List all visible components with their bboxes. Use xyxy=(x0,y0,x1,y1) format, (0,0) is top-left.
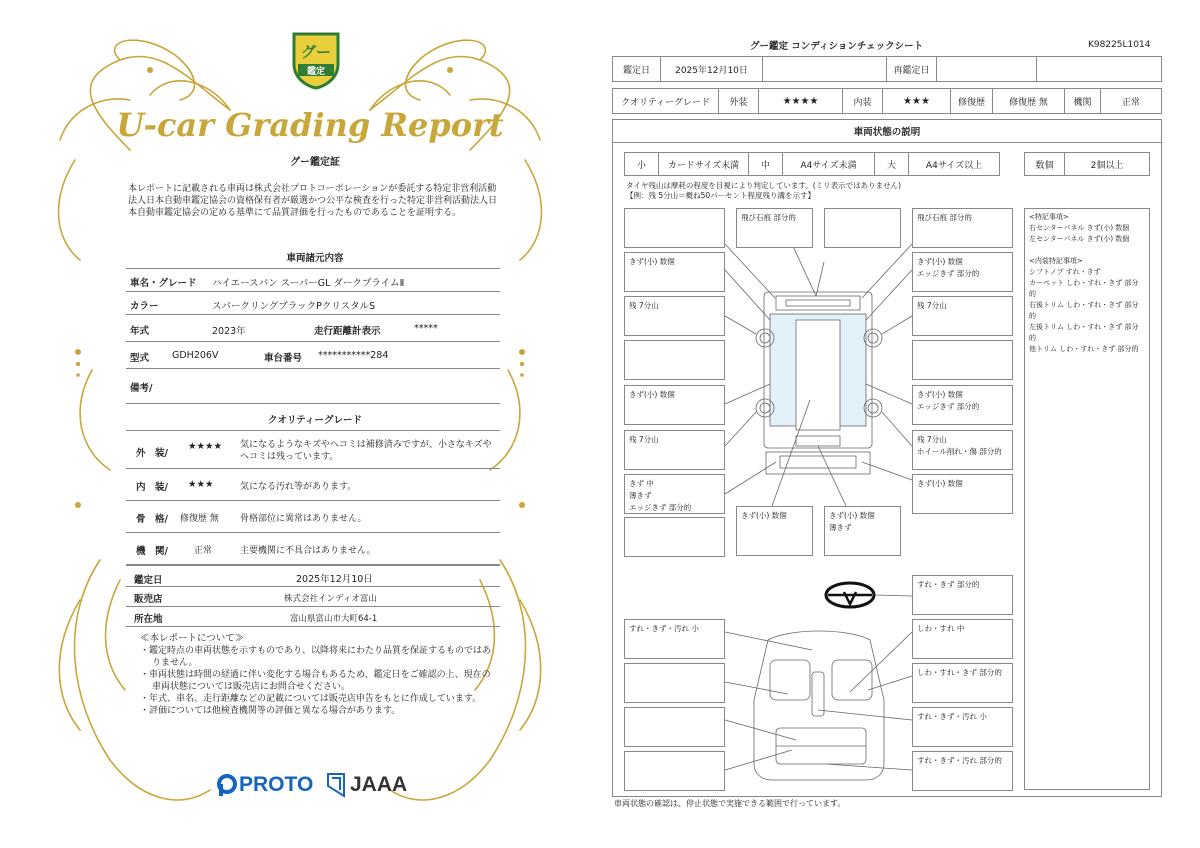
note-box: きず(小) 数個 薄きず xyxy=(824,506,901,556)
spec-row-year xyxy=(126,315,500,342)
count-legend xyxy=(1024,152,1150,176)
spec-row-color xyxy=(126,292,500,315)
quality-row-exterior xyxy=(126,431,500,469)
frame-value: 修復歴 無 xyxy=(180,514,219,524)
note-item: ・ 車両状態は時間の経過に伴い変化する場合もあるため、鑑定日をご確認の上、現在の車両状態については販売店にお問合せください。 xyxy=(140,669,492,693)
chassis-label: 車台番号 xyxy=(264,353,303,364)
engine-label: 機関 xyxy=(1065,89,1101,113)
note-box: きず(小) 数個 xyxy=(624,252,725,292)
note-box xyxy=(912,340,1013,380)
report-script-title xyxy=(116,96,504,152)
appraisal-date-value: 2025年12月10日 xyxy=(296,574,373,585)
quality-row-interior xyxy=(126,469,500,501)
count-desc: 2個以上 xyxy=(1090,160,1124,171)
size-large-desc: A4サイズ以上 xyxy=(925,160,983,171)
note-box xyxy=(624,208,725,248)
note-box: すれ・きず・汚れ 部分的 xyxy=(912,751,1013,791)
interior-stars: ★★★ xyxy=(188,479,214,490)
note-box: きず(小) 数個 エッジきず 部分的 xyxy=(912,252,1013,292)
appraisal-row-shop xyxy=(126,587,500,607)
appraisal-date-label: 鑑定日 xyxy=(134,575,163,586)
tire-note-1: タイヤ残山は摩耗の程度を目視により判定しています。(ミリ表示ではありません) xyxy=(626,181,902,190)
note-item: ・ 年式、車名、走行距離などの記載については販売店申告をもとに作成しています。 xyxy=(140,693,492,705)
spec-row-model xyxy=(126,269,500,292)
jaaa-mark-icon xyxy=(326,772,346,798)
quality-section-title: クオリティーグレード xyxy=(267,415,363,426)
remarks-label: 備考/ xyxy=(130,383,153,394)
svg-text:グー: グー xyxy=(300,43,332,61)
jaaa-logo-text: JAAA xyxy=(350,773,408,796)
frame-text: 骨格部位に異常はありません。 xyxy=(240,514,367,524)
proto-mark-icon xyxy=(216,773,238,797)
note-box xyxy=(624,707,725,747)
exterior-label: 外 装/ xyxy=(136,448,168,459)
grades-row xyxy=(612,88,1162,114)
tire-note-2: 【例：残 5分山＝概ね50パーセント程度残り溝を示す】 xyxy=(626,191,816,200)
note-box: きず(小) 数個 xyxy=(736,506,813,556)
note-box xyxy=(824,208,901,248)
reappraisal-label: 再鑑定日 xyxy=(887,57,937,81)
sheet-id: K98225L1014 xyxy=(1088,40,1151,50)
quality-row-frame xyxy=(126,501,500,533)
jaaa-logo xyxy=(326,770,407,800)
explanation-title: 車両状態の説明 xyxy=(612,119,1162,143)
note-box: 残 7分山 xyxy=(624,296,725,336)
engine-text: 主要機関に不具合はありません。 xyxy=(240,546,376,556)
note-box: きず(小) 数個 xyxy=(912,474,1013,514)
note-box: しわ・すれ 中 xyxy=(912,619,1013,659)
note-item: ・ 鑑定時点の車両状態を示すものであり、以降将来にわたり品質を保証するものではありません。 xyxy=(140,645,492,669)
interior-text: 気になる汚れ等があります。 xyxy=(240,482,357,492)
exterior-stars: ★★★★ xyxy=(188,441,223,452)
frame-label: 骨 格/ xyxy=(136,514,168,525)
note-box: すれ・きず・汚れ 小 xyxy=(624,619,725,659)
note-box: 飛び石痕 部分的 xyxy=(736,208,813,248)
repair-value: 修復歴 無 xyxy=(993,89,1065,113)
note-box: 飛び石痕 部分的 xyxy=(912,208,1013,248)
certificate-body: 本レポートに記載される車両は株式会社プロトコーポレーションが委託する特定非営利活動法人日本自動車鑑定協会の資格保有者が厳選かつ公平な検査を行った特定非営利活動法人日本自動車鑑定協会の定める基準にて品質評価を行ったものであることを証明する。 xyxy=(128,184,498,218)
mileage-value: ***** xyxy=(414,323,438,334)
note-box: きず 中 薄きず エッジきず 部分的 xyxy=(624,474,725,514)
type-label: 型式 xyxy=(130,353,150,364)
notes-list xyxy=(140,645,492,717)
note-box: すれ・きず 部分的 xyxy=(912,575,1013,615)
notes-title: ≪本レポートについて≫ xyxy=(140,633,245,644)
svg-text:U-car Grading Report: U-car Grading Report xyxy=(116,106,504,144)
sheet-footer: 車両状態の確認は、停止状態で実施できる範囲で行っています。 xyxy=(614,799,846,808)
quality-row-engine xyxy=(126,533,500,565)
appraisal-row-address xyxy=(126,607,500,627)
model-label: 車名・グレード xyxy=(130,278,197,289)
address-label: 所在地 xyxy=(134,614,163,625)
svg-text:鑑定: 鑑定 xyxy=(306,67,326,77)
note-item: ・ 評価については他検査機関等の評価と異なる場合があります。 xyxy=(140,705,492,717)
goo-kantei-badge-icon xyxy=(286,30,346,90)
engine-value: 正常 xyxy=(194,546,213,556)
repair-label: 修復歴 xyxy=(951,89,993,113)
interior-stars: ★★★ xyxy=(883,89,951,113)
chassis-value: ***********284 xyxy=(318,350,389,361)
note-box: 残 7分山 xyxy=(624,430,725,470)
exterior-text: 気になるようなキズやヘコミは補修済みですが、小さなキズやヘコミは残っています。 xyxy=(240,440,492,462)
size-medium-desc: A4サイズ未満 xyxy=(783,153,875,175)
interior-label: 内装 xyxy=(843,89,883,113)
year-label: 年式 xyxy=(130,326,150,337)
type-value: GDH206V xyxy=(172,350,219,361)
size-small: 小 xyxy=(625,153,659,175)
engine-value: 正常 xyxy=(1121,97,1140,108)
spec-row-remarks xyxy=(126,369,500,404)
note-box xyxy=(624,663,725,703)
note-box: しわ・すれ・きず 部分的 xyxy=(912,663,1013,703)
model-value: ハイエースバン スーパーGL ダークプライムⅡ xyxy=(212,278,405,289)
size-small-desc: カードサイズ未満 xyxy=(659,153,749,175)
proto-logo xyxy=(216,770,313,800)
date-value: 2025年12月10日 xyxy=(661,57,763,81)
note-box xyxy=(624,517,725,557)
size-medium: 中 xyxy=(749,153,783,175)
note-box: 残 7分山 xyxy=(912,296,1013,336)
quality-label: クオリティーグレード xyxy=(613,89,719,113)
note-box: すれ・きず・汚れ 小 xyxy=(912,707,1013,747)
shop-value: 株式会社インディオ富山 xyxy=(284,594,377,604)
engine-label: 機 関/ xyxy=(136,546,168,557)
note-box xyxy=(624,340,725,380)
count-label: 数個 xyxy=(1025,153,1065,175)
special-notes: <特記事項> 右センターパネル きず(小) 数個 左センターパネル きず(小) 数個 <内装特記事項> シフトノブ すれ・きず カーペット しわ・すれ・きず 部分的 右後トリム しわ・すれ・きず 部分的 左後トリム しわ・すれ・きず 部分的 他トリム しわ・すれ・きず 部分的 xyxy=(1024,208,1150,790)
shop-label: 販売店 xyxy=(134,594,163,605)
size-large: 大 xyxy=(875,153,909,175)
date-label: 鑑定日 xyxy=(613,57,661,81)
note-box: 残 7分山 ホイール削れ・傷 部分的 xyxy=(912,430,1013,470)
color-value: スパークリングブラックPクリスタルS xyxy=(212,301,376,312)
certificate-title: グー鑑定証 xyxy=(290,157,340,168)
exterior-label: 外装 xyxy=(719,89,759,113)
date-blank xyxy=(763,57,887,81)
note-box xyxy=(624,751,725,791)
year-value: 2023年 xyxy=(212,326,246,337)
appraisal-row-date xyxy=(126,565,500,587)
note-box: きず(小) 数個 xyxy=(624,385,725,425)
sheet-title: グー鑑定 コンディションチェックシート xyxy=(750,41,924,52)
interior-label: 内 装/ xyxy=(136,482,168,493)
condition-check-sheet xyxy=(600,0,1200,848)
address-value: 富山県富山市大町64-1 xyxy=(290,614,378,624)
note-box: きず(小) 数個 エッジきず 部分的 xyxy=(912,385,1013,425)
reappraisal-value xyxy=(937,57,1037,81)
size-legend xyxy=(624,152,1000,176)
spec-section-title: 車両諸元内容 xyxy=(286,253,344,264)
proto-logo-text: PROTO xyxy=(239,773,314,796)
color-label: カラー xyxy=(130,301,159,312)
exterior-stars: ★★★★ xyxy=(759,89,843,113)
mileage-label: 走行距離計表示 xyxy=(314,326,381,337)
appraisal-date-row xyxy=(612,56,1162,82)
spec-row-type xyxy=(126,342,500,369)
